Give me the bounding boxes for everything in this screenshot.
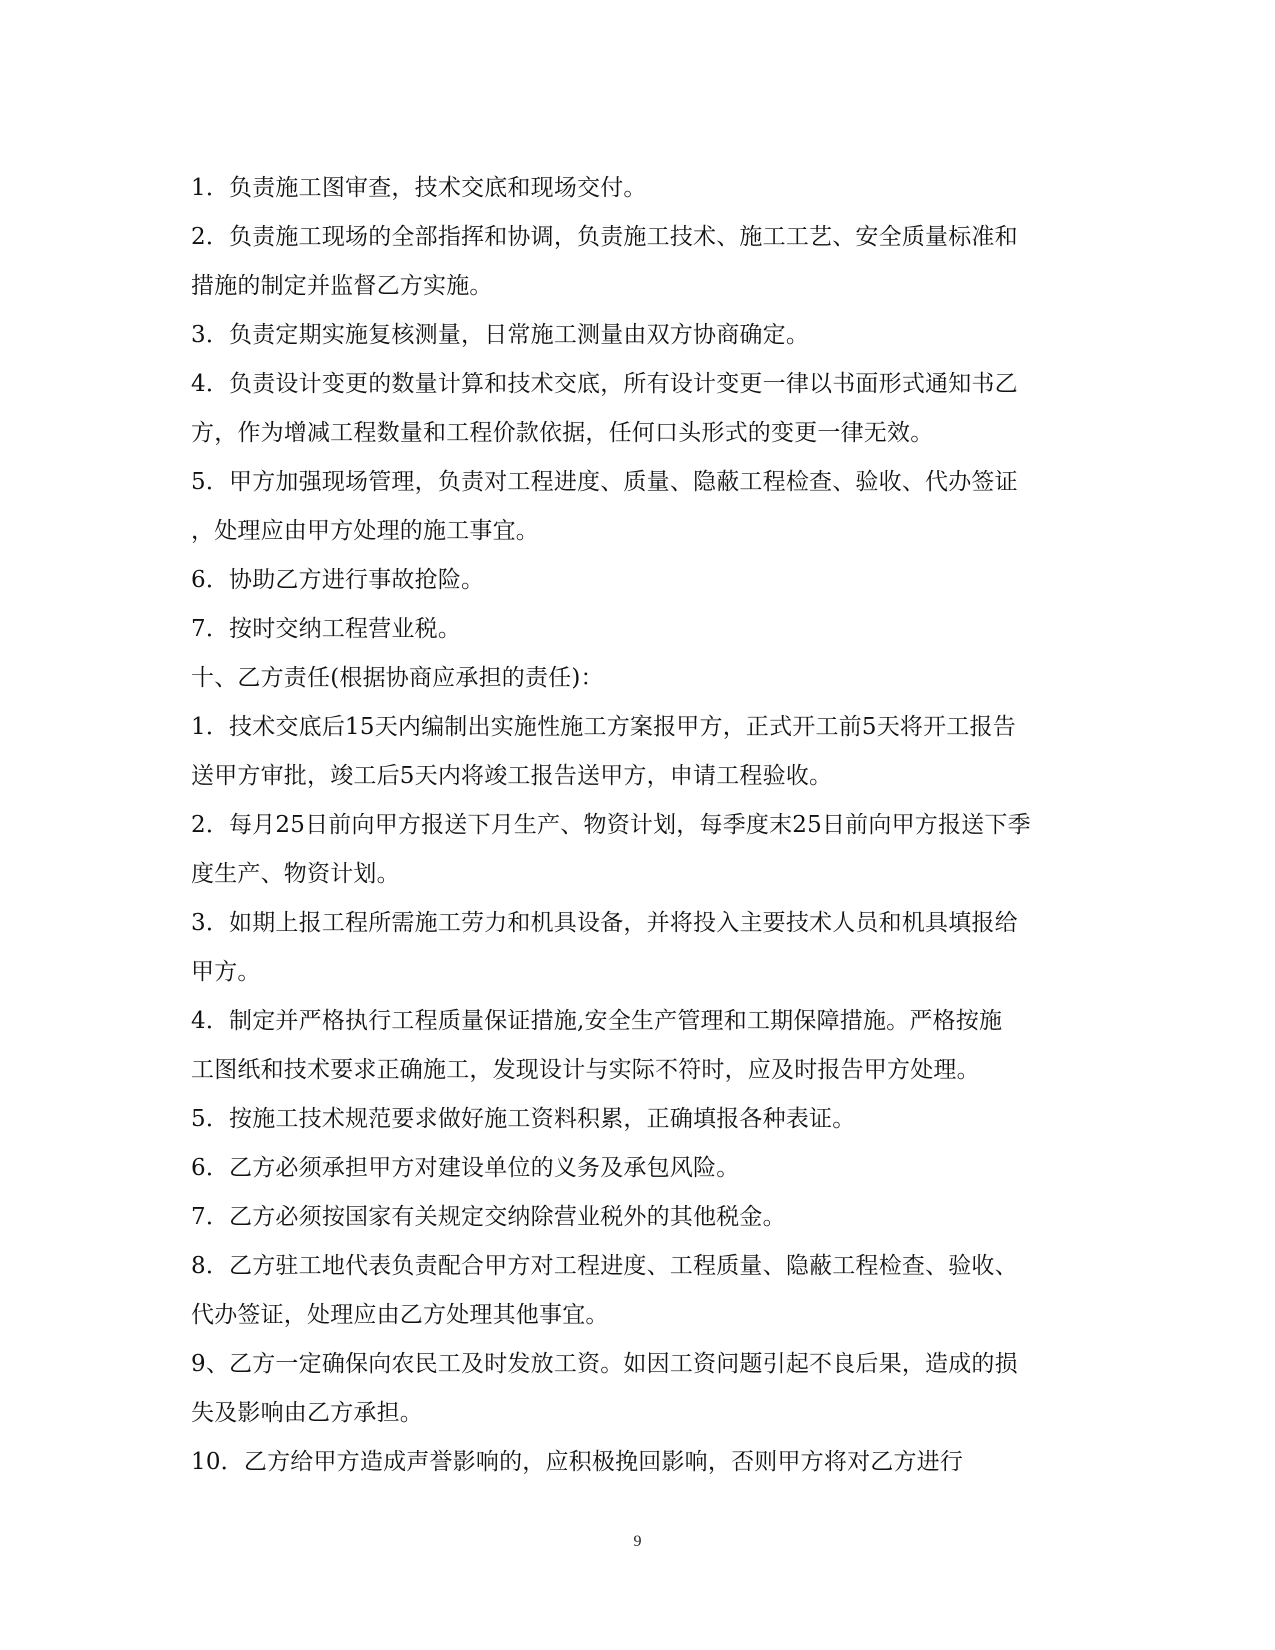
text-line: 6．乙方必须承担甲方对建设单位的义务及承包风险。	[191, 1155, 740, 1181]
text-line: ，处理应由甲方处理的施工事宜。	[191, 518, 539, 544]
text-line: 4．制定并严格执行工程质量保证措施,安全生产管理和工期保障措施。严格按施	[191, 1008, 1003, 1034]
text-line: 8．乙方驻工地代表负责配合甲方对工程进度、工程质量、隐蔽工程检查、验收、	[191, 1253, 1018, 1279]
text-line: 5．按施工技术规范要求做好施工资料积累，正确填报各种表证。	[191, 1106, 856, 1132]
text-line: 7．乙方必须按国家有关规定交纳除营业税外的其他税金。	[191, 1204, 786, 1230]
text-line: 方，作为增减工程数量和工程价款依据，任何口头形式的变更一律无效。	[191, 420, 934, 446]
text-line: 4．负责设计变更的数量计算和技术交底，所有设计变更一律以书面形式通知书乙	[191, 371, 1018, 397]
text-line: 1．负责施工图审查，技术交底和现场交付。	[191, 175, 647, 201]
text-line: 代办签证，处理应由乙方处理其他事宜。	[191, 1302, 609, 1328]
text-line: 工图纸和技术要求正确施工，发现设计与实际不符时，应及时报告甲方处理。	[191, 1057, 980, 1083]
text-line: 甲方。	[191, 959, 261, 985]
text-line: 3．如期上报工程所需施工劳力和机具设备，并将投入主要技术人员和机具填报给	[191, 910, 1018, 936]
text-line: 1．技术交底后15天内编制出实施性施工方案报甲方，正式开工前5天将开工报告	[191, 714, 1016, 740]
text-line: 10．乙方给甲方造成声誉影响的，应积极挽回影响，否则甲方将对乙方进行	[191, 1449, 964, 1475]
text-line: 3．负责定期实施复核测量，日常施工测量由双方协商确定。	[191, 322, 810, 348]
page-number: 9	[633, 1533, 642, 1550]
text-line: 9、乙方一定确保向农民工及时发放工资。如因工资问题引起不良后果，造成的损	[191, 1351, 1018, 1377]
text-line: 5．甲方加强现场管理，负责对工程进度、质量、隐蔽工程检查、验收、代办签证	[191, 469, 1018, 495]
text-line: 2．每月25日前向甲方报送下月生产、物资计划，每季度末25日前向甲方报送下季	[191, 812, 1031, 838]
document-body	[191, 164, 1081, 1487]
text-line: 失及影响由乙方承担。	[191, 1400, 423, 1426]
text-line: 措施的制定并监督乙方实施。	[191, 273, 493, 299]
text-line: 2．负责施工现场的全部指挥和协调，负责施工技术、施工工艺、安全质量标准和	[191, 224, 1018, 250]
text-line: 7．按时交纳工程营业税。	[191, 616, 462, 642]
text-line: 6．协助乙方进行事故抢险。	[191, 567, 485, 593]
text-line: 度生产、物资计划。	[191, 861, 400, 887]
section-heading: 十、乙方责任(根据协商应承担的责任)：	[191, 665, 604, 691]
text-line: 送甲方审批，竣工后5天内将竣工报告送甲方，申请工程验收。	[191, 763, 833, 789]
